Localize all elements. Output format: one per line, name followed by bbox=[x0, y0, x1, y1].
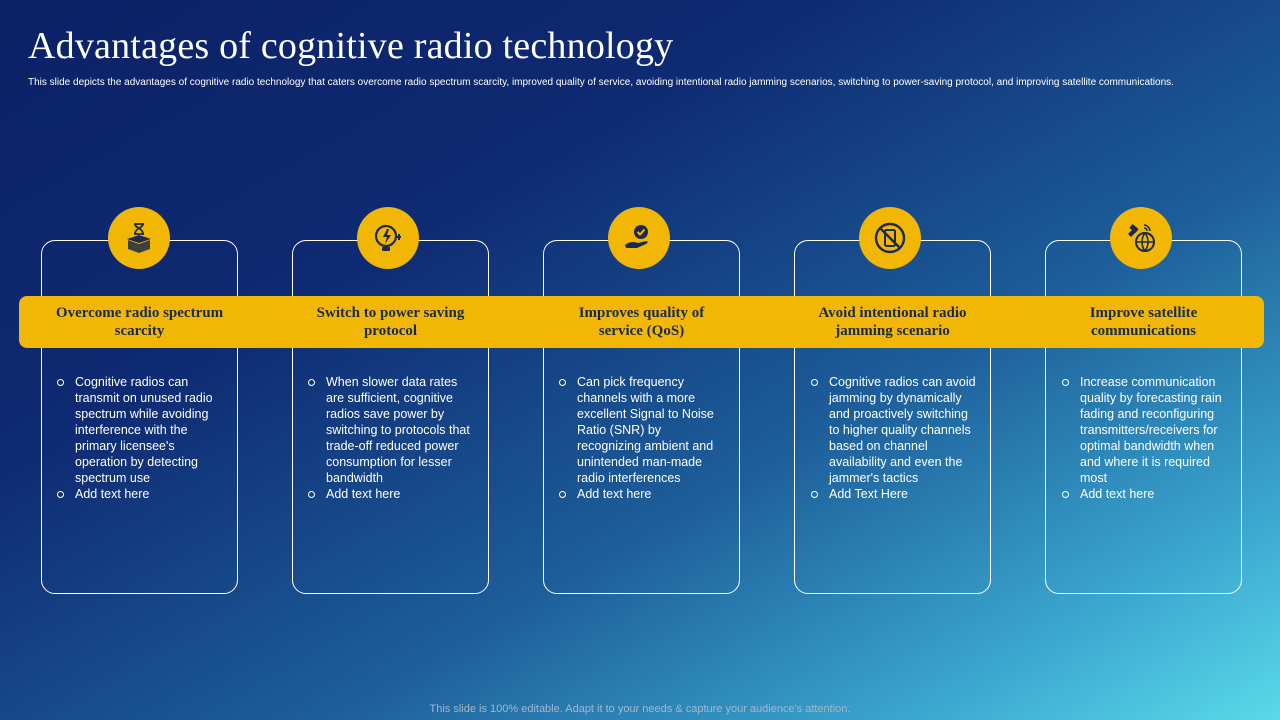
icon-badge bbox=[608, 207, 670, 269]
slide-subtitle: This slide depicts the advantages of cognitive radio technology that caters overcome radio spectrum scarcity, improved quality of service, avoiding intentional radio jamming scenarios, switching to power-saving protocol, and improving satellite communications. bbox=[28, 77, 1174, 88]
card-heading: Improves quality of service (QoS) bbox=[578, 305, 705, 339]
icon-badge bbox=[859, 207, 921, 269]
list-item: Add text here bbox=[1060, 486, 1230, 502]
card-heading: Improve satellite communications bbox=[1089, 305, 1198, 339]
card-heading: Overcome radio spectrum scarcity bbox=[55, 305, 224, 339]
card-bullet-list bbox=[809, 374, 979, 502]
footer-note: This slide is 100% editable. Adapt it to your needs & capture your audience's attention. bbox=[429, 703, 851, 715]
card-bullet-list bbox=[557, 374, 727, 502]
list-item: Add text here bbox=[55, 486, 225, 502]
list-item: Cognitive radios can transmit on unused radio spectrum while avoiding interference with the primary licensee's operation by detecting spectrum use bbox=[55, 374, 225, 486]
list-item: Cognitive radios can avoid jamming by dynamically and proactively switching to higher quality channels based on channel availability and even the jammer's tactics bbox=[809, 374, 979, 486]
hand-gear-check-icon bbox=[622, 221, 656, 255]
icon-badge bbox=[357, 207, 419, 269]
list-item: Can pick frequency channels with a more excellent Signal to Noise Ratio (SNR) by recognizing ambient and unintended man-made radio interferences bbox=[557, 374, 727, 486]
slide-title: Advantages of cognitive radio technology bbox=[28, 25, 674, 67]
box-hourglass-icon bbox=[122, 221, 156, 255]
card-heading: Avoid intentional radio jamming scenario bbox=[818, 305, 967, 339]
no-signal-device-icon bbox=[873, 221, 907, 255]
satellite-globe-icon bbox=[1124, 221, 1158, 255]
card-bullet-list bbox=[1060, 374, 1230, 502]
card-bullet-list bbox=[55, 374, 225, 502]
card-heading: Switch to power saving protocol bbox=[316, 305, 465, 339]
list-item: Add text here bbox=[306, 486, 476, 502]
icon-badge bbox=[108, 207, 170, 269]
list-item: Increase communication quality by forecasting rain fading and reconfiguring transmitters/receivers for optimal bandwidth when and where it is required most bbox=[1060, 374, 1230, 486]
list-item: Add Text Here bbox=[809, 486, 979, 502]
list-item: When slower data rates are sufficient, cognitive radios save power by switching to protocols that trade-off reduced power consumption for lesser bandwidth bbox=[306, 374, 476, 486]
list-item: Add text here bbox=[557, 486, 727, 502]
lightbulb-plug-icon bbox=[371, 221, 405, 255]
card-bullet-list bbox=[306, 374, 476, 502]
icon-badge bbox=[1110, 207, 1172, 269]
